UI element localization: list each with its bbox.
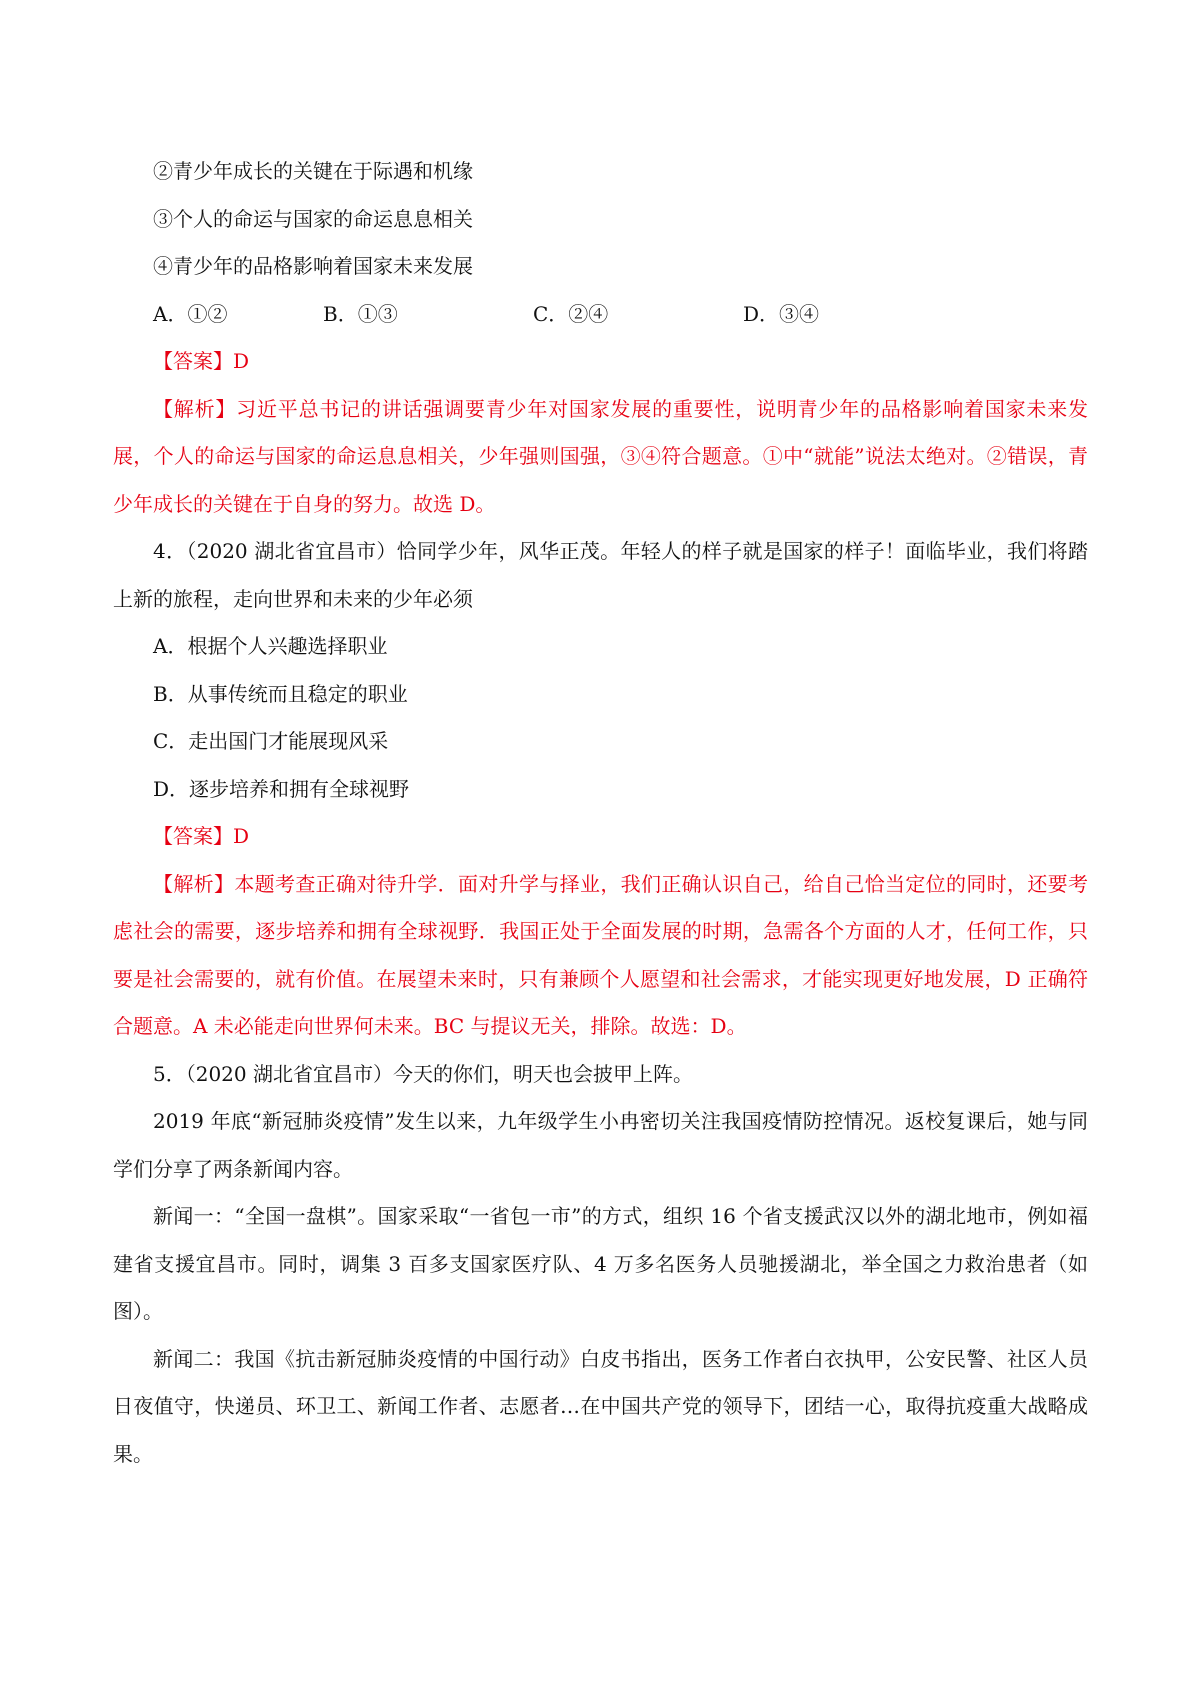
q3-statement-2: ②青少年成长的关键在于际遇和机缘	[153, 159, 473, 183]
q4-option-b: B．从事传统而且稳定的职业	[153, 681, 408, 706]
q4-option-d: D．逐步培养和拥有全球视野	[153, 776, 410, 801]
q3-statement-3: ③个人的命运与国家的命运息息相关	[153, 206, 473, 231]
q5-stem: 5．（2020 湖北省宜昌市）今天的你们，明天也会披甲上阵。	[153, 1061, 693, 1086]
q3-analysis: 【解析】习近平总书记的讲话强调要青少年对国家发展的重要性，说明青少年的品格影响着国家未来发展，个人的命运与国家的命运息息相关，少年强则国强，③④符合题意。①中“就能”说法太绝对。②错误，青少年成长的关键在于自身的努力。故选 D。	[113, 396, 1088, 516]
q3-option-c: C．②④	[533, 301, 609, 326]
q4-answer: 【答案】D	[153, 824, 250, 848]
q3-answer: 【答案】D	[153, 349, 250, 373]
q3-options	[113, 291, 1088, 339]
q5-news-two: 新闻二：我国《抗击新冠肺炎疫情的中国行动》白皮书指出，医务工作者白衣执甲，公安民警、社区人员日夜值守，快递员、环卫工、新闻工作者、志愿者…在中国共产党的领导下，团结一心，取得抗疫重大战略成果。	[113, 1346, 1088, 1466]
q4-option-c: C．走出国门才能展现风采	[153, 729, 389, 753]
q4-analysis: 【解析】本题考查正确对待升学．面对升学与择业，我们正确认识自己，给自己恰当定位的同时，还要考虑社会的需要，逐步培养和拥有全球视野．我国正处于全面发展的时期，急需各个方面的人才，任何工作，只要是社会需要的，就有价值。在展望未来时，只有兼顾个人愿望和社会需求，才能实现更好地发展，D 正确符合题意。A 未必能走向世界何未来。BC 与提议无关，排除。故选：D。	[113, 871, 1088, 1038]
q3-statement-4: ④青少年的品格影响着国家未来发展	[153, 254, 473, 278]
q4-stem: 4．（2020 湖北省宜昌市）恰同学少年，风华正茂。年轻人的样子就是国家的样子！面临毕业，我们将踏上新的旅程，走向世界和未来的少年必须	[113, 539, 1088, 611]
q5-news-one: 新闻一：“全国一盘棋”。国家采取“一省包一市”的方式，组织 16 个省支援武汉以外的湖北地市，例如福建省支援宜昌市。同时，调集 3 百多支国家医疗队、4 万多名医务人员驰援湖北，举全国之力救治患者（如图）。	[113, 1204, 1088, 1323]
q4-option-a: A．根据个人兴趣选择职业	[153, 634, 388, 658]
q3-option-a: A．①②	[153, 301, 228, 326]
document-content	[113, 148, 1088, 1478]
q3-option-b: B．①③	[323, 301, 398, 326]
q3-option-d: D．③④	[743, 301, 820, 326]
q5-intro-paragraph: 2019 年底“新冠肺炎疫情”发生以来，九年级学生小冉密切关注我国疫情防控情况。返校复课后，她与同学们分享了两条新闻内容。	[113, 1109, 1088, 1181]
